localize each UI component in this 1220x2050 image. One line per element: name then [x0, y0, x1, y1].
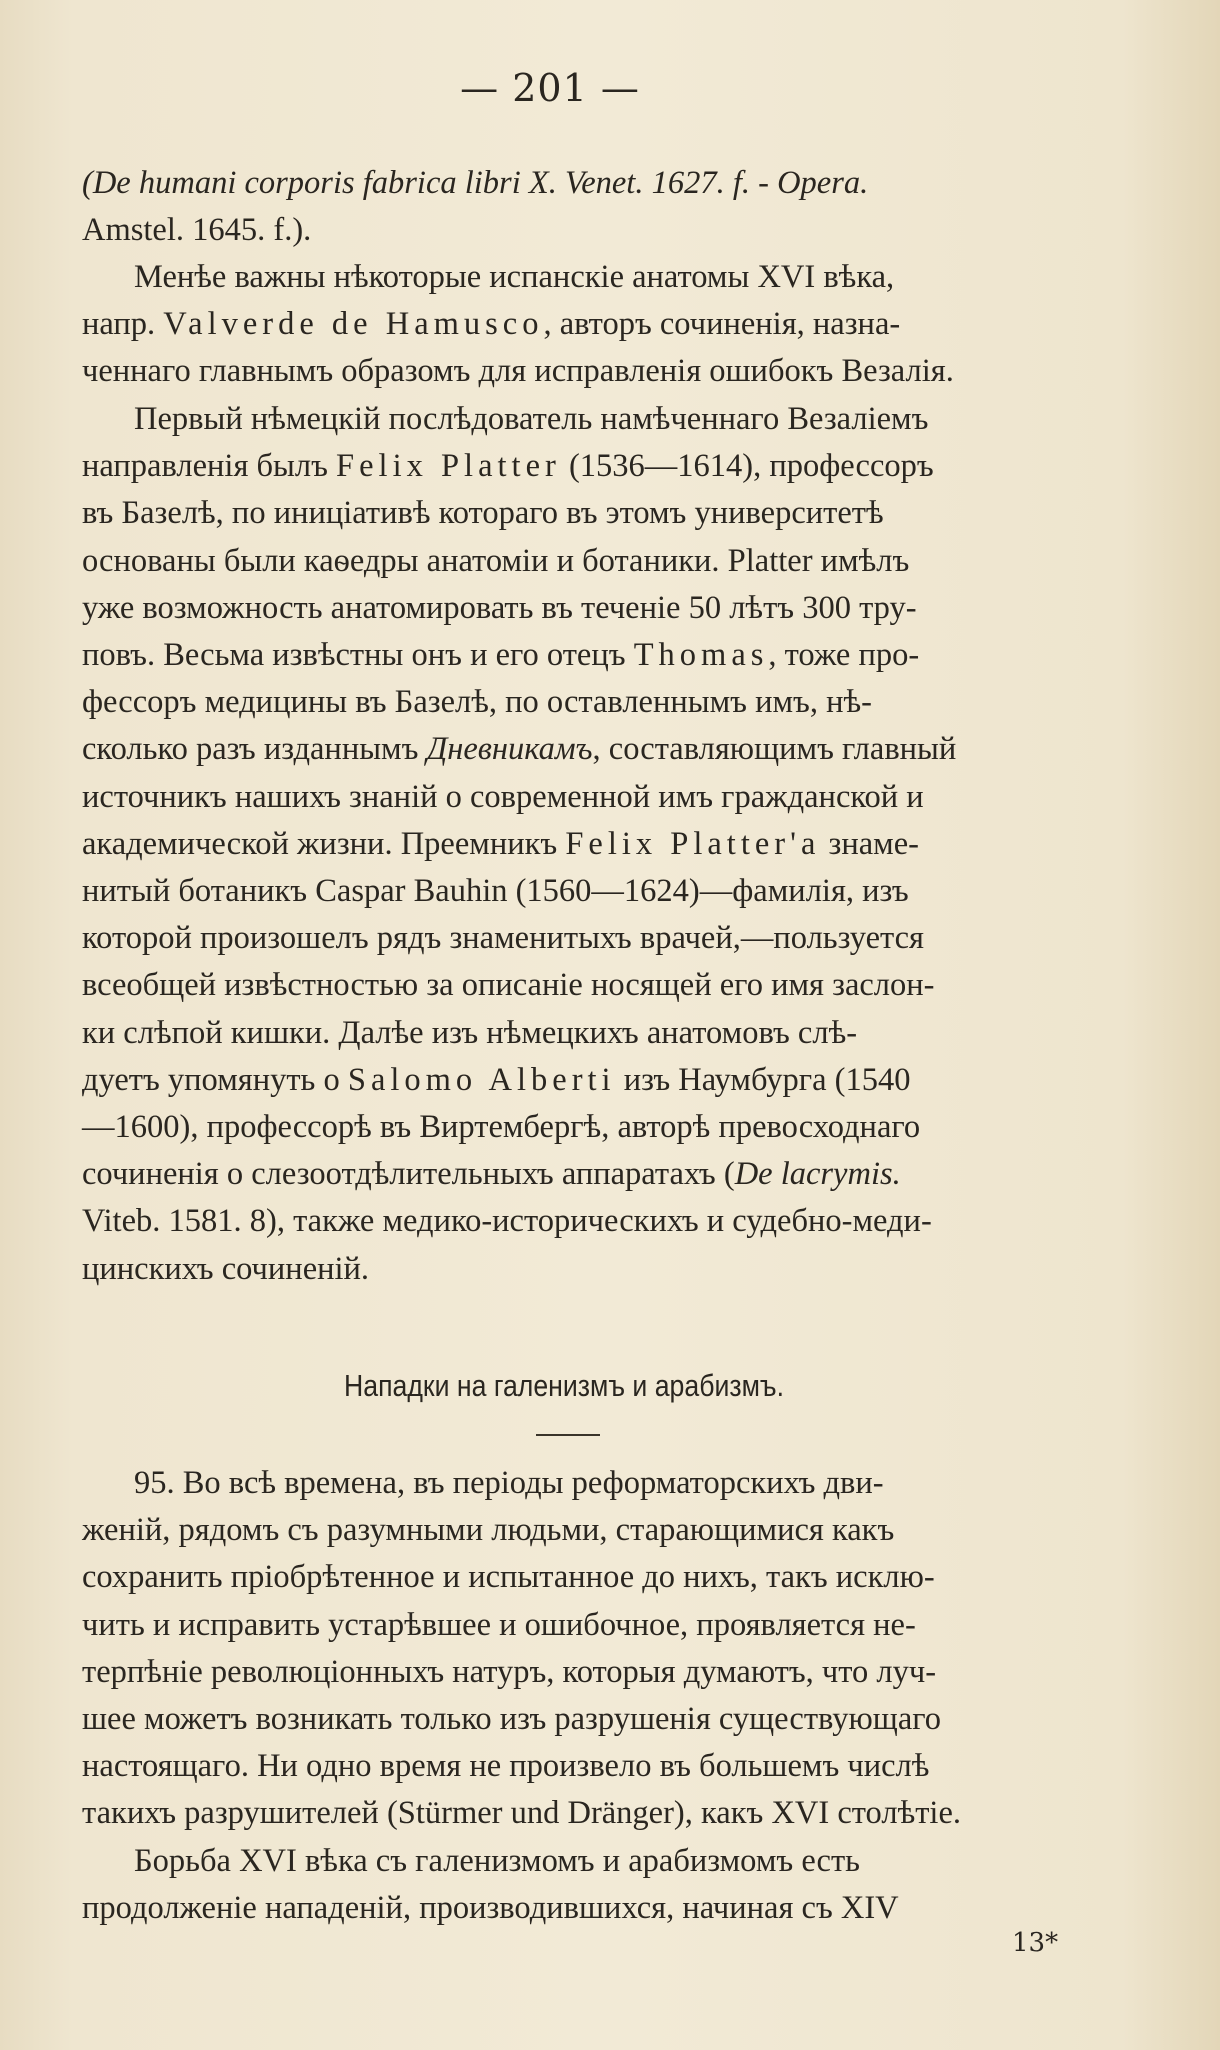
text-line: настоящаго. Ни одно время не произвело въ большемъ числѣ — [82, 1748, 930, 1785]
text-line: которой произошелъ рядъ знаменитыхъ врачей,—пользуется — [82, 920, 925, 957]
text-line: всеобщей извѣстностью за описаніе носящей его имя заслон- — [82, 967, 935, 1004]
text-line: сохранить пріобрѣтенное и испытанное до нихъ, такъ исклю- — [82, 1559, 935, 1596]
page-number: — 201 — — [460, 66, 640, 110]
text-fragment: академической жизни. Преемникъ — [82, 825, 558, 862]
person-name: Felix Platter — [336, 448, 561, 485]
text-line: въ Базелѣ, по иниціативѣ котораго въ этомъ университетѣ — [82, 495, 884, 532]
paragraph-struggle — [82, 1838, 1082, 1932]
text-fragment: направленія былъ — [82, 448, 328, 485]
citation-line: Amstel. 1645. f.). — [82, 212, 312, 249]
text-fragment: знаме- — [828, 825, 920, 862]
text-line: Борьба XVI вѣка съ галенизмомъ и арабизмомъ есть — [134, 1843, 860, 1879]
text-line: основаны были каѳедры анатоміи и ботаники. Platter имѣлъ — [82, 542, 910, 579]
person-name: Salomo Alberti — [347, 1061, 616, 1098]
text-line — [82, 301, 1082, 348]
text-fragment: дуетъ упомянуть о — [82, 1061, 340, 1098]
text-line: ченнаго главнымъ образомъ для исправленія ошибокъ Везалія. — [82, 353, 954, 390]
text-line — [82, 1057, 1082, 1104]
text-fragment: , авторъ сочиненія, назна- — [543, 306, 901, 343]
paragraph-german-followers — [82, 396, 1082, 1293]
text-line: продолженіе нападеній, производившихся, начиная съ XIV — [82, 1890, 899, 1927]
text-line — [82, 821, 1082, 868]
text-line: терпѣніе революціонныхъ натуръ, которыя думаютъ, что луч- — [82, 1653, 937, 1690]
text-line — [82, 443, 1082, 490]
person-name: Valverde de Hamusco — [163, 306, 544, 343]
text-fragment: повъ. Весьма извѣстны онъ и его отецъ — [82, 637, 626, 674]
text-line: Первый нѣмецкій послѣдователь намѣченнаго Везаліемъ — [134, 401, 929, 437]
heading-rule — [536, 1434, 600, 1436]
text-line: фессоръ медицины въ Базелѣ, по оставленнымъ имъ, нѣ- — [82, 684, 872, 721]
text-fragment: , составляющимъ главный — [592, 731, 957, 768]
citation-paragraph — [82, 160, 1082, 254]
signature-mark: 13* — [1012, 1928, 1059, 1958]
text-fragment: , тоже про- — [768, 637, 920, 674]
text-line: цинскихъ сочиненій. — [82, 1250, 370, 1287]
text-fragment: изъ Наумбурга (1540 — [623, 1061, 911, 1098]
text-line: источникъ нашихъ знаній о современной имъ гражданской и — [82, 778, 924, 815]
paragraph-95 — [82, 1460, 1082, 1838]
person-name: Felix Platter'a — [565, 825, 821, 862]
citation-line — [82, 160, 1082, 207]
text-fragment: сколько разъ изданнымъ — [82, 731, 419, 768]
text-line: нитый ботаникъ Caspar Bauhin (1560—1624)—фамилія, изъ — [82, 873, 909, 910]
text-line: Менѣе важны нѣкоторые испанскіе анатомы XVI вѣка, — [134, 259, 895, 295]
text-fragment: сочиненія о слезоотдѣлительныхъ аппаратахъ ( — [82, 1156, 735, 1193]
text-line: ки слѣпой кишки. Далѣе изъ нѣмецкихъ анатомовъ слѣ- — [82, 1014, 858, 1051]
text-fragment: (1536—1614), профессоръ — [568, 448, 934, 485]
text-line: шее можетъ возникать только изъ разрушенія существующаго — [82, 1701, 942, 1738]
paragraph-spanish-anatomists — [82, 254, 1082, 396]
text-line — [82, 632, 1082, 679]
section-heading: Нападки на галенизмъ и арабизмъ. — [344, 1368, 784, 1403]
text-line: такихъ разрушителей (Stürmer und Dränger), какъ XVI столѣтіе. — [82, 1795, 962, 1832]
work-title: Дневникамъ — [426, 731, 593, 768]
text-line — [82, 726, 1082, 773]
text-line: —1600), профессорѣ въ Виртембергѣ, авторѣ превосходнаго — [82, 1109, 921, 1146]
text-fragment: напр. — [82, 306, 156, 343]
text-line: чить и исправить устарѣвшее и ошибочное, проявляется не- — [82, 1606, 916, 1643]
text-line: уже возможность анатомировать въ теченіе 50 лѣтъ 300 тру- — [82, 589, 917, 626]
text-line: Viteb. 1581. 8), также медико-историческихъ и судебно-меди- — [82, 1203, 932, 1240]
text-line — [82, 1151, 1082, 1198]
text-line: женій, рядомъ съ разумными людьми, старающимися какъ — [82, 1512, 895, 1549]
person-name: Thomas — [633, 637, 769, 674]
citation-text: (De humani corporis fabrica libri X. Venet. 1627. f. - Opera. — [82, 165, 869, 201]
work-title: De lacrymis. — [734, 1156, 901, 1193]
text-line: 95. Во всѣ времена, въ періоды реформаторскихъ дви- — [134, 1465, 884, 1501]
